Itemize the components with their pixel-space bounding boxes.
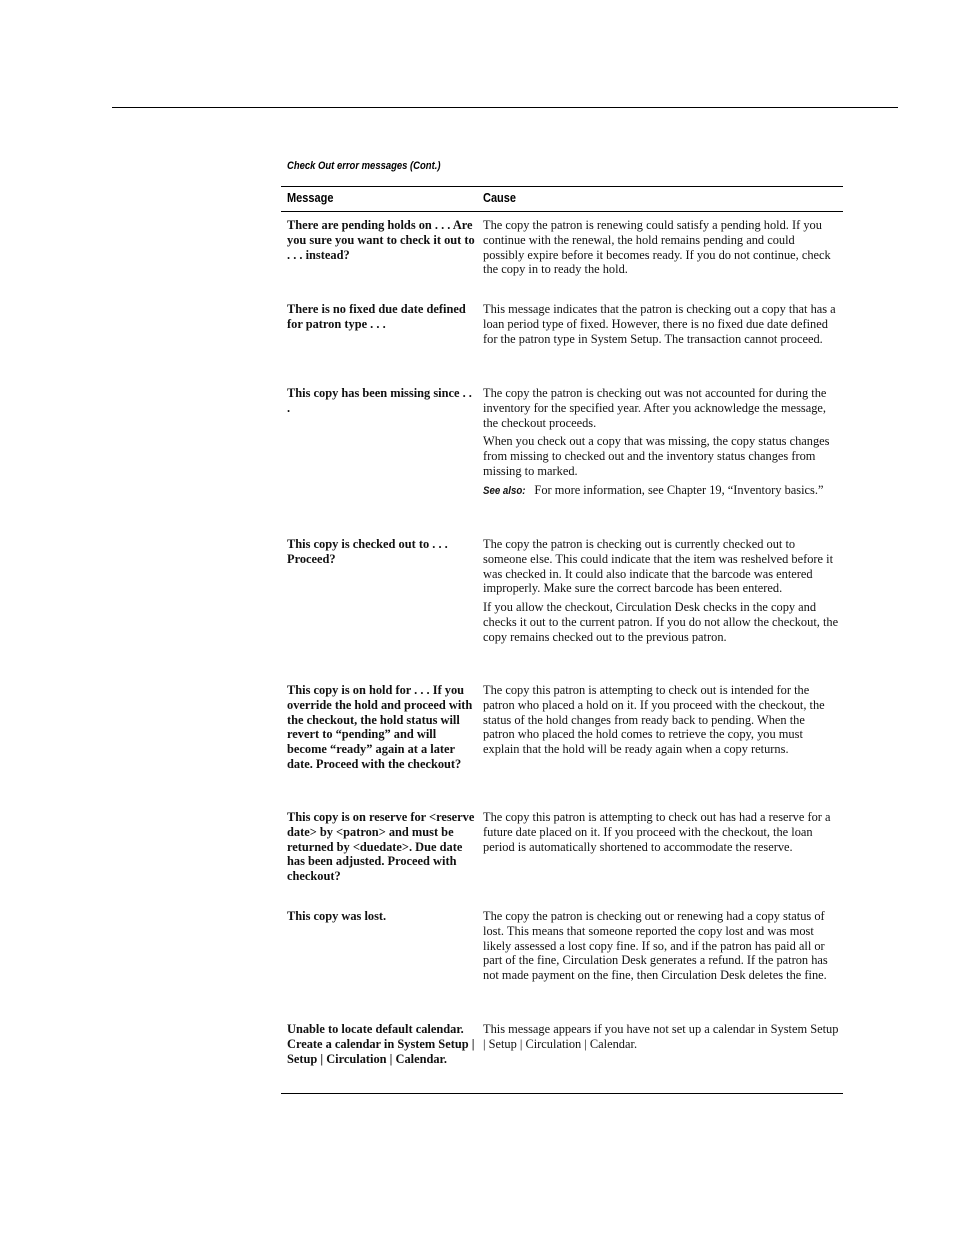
error-messages-table [281, 186, 843, 212]
cause-cell [483, 909, 839, 987]
message-cell: This copy is on reserve for <reserve date> by <patron> and must be returned by <duedate>. Due date has been adjusted. Proceed with checkout? [287, 810, 475, 884]
cause-paragraph: The copy the patron is checking out or renewing had a copy status of lost. This means that someone reported the copy lost and was most likely assessed a lost copy fine. If so, and if the patron has paid all or part of the fine, Circulation Desk generates a refund. If the patron has not made payment on the fine, then Circulation Desk deletes the fine. [483, 909, 828, 983]
cause-paragraph: This message indicates that the patron is checking out a copy that has a loan period type of fixed. However, there is no fixed due date defined for the patron type in System Setup. The transaction cannot proceed. [483, 302, 836, 346]
see-also-label: See also: [483, 484, 526, 497]
see-also-text: For more information, see Chapter 19, “Inventory basics.” [534, 482, 824, 497]
cause-paragraph: When you check out a copy that was missing, the copy status changes from missing to checked out and the inventory status changes from missing to marked. [483, 434, 830, 478]
table-header [281, 187, 843, 212]
message-cell: Unable to locate default calendar. Create a calendar in System Setup | Setup | Circulation | Calendar. [287, 1022, 475, 1066]
message-cell: This copy has been missing since . . . [287, 386, 472, 415]
cause-cell [483, 810, 839, 858]
header-rule [112, 107, 898, 108]
message-cell: There are pending holds on . . . Are you sure you want to check it out to . . . instead? [287, 218, 475, 262]
cause-cell [483, 218, 839, 281]
cause-cell [483, 683, 839, 761]
cause-paragraph: The copy the patron is checking out is currently checked out to someone else. This could indicate that the item was reshelved before it was checked in. It could also indicate that the barcode was entered improperly. Make sure the correct barcode has been entered. [483, 537, 834, 596]
message-cell: There is no fixed due date defined for patron type . . . [287, 302, 466, 331]
cause-cell [483, 537, 839, 649]
cause-cell [483, 386, 839, 503]
column-header-cause: Cause [483, 191, 517, 205]
see-also-note [483, 483, 839, 499]
cause-paragraph: If you allow the checkout, Circulation Desk checks in the copy and checks it out to the current patron. If you do not allow the checkout, the copy remains checked out to the previous patron. [483, 600, 839, 644]
column-header-message: Message [287, 191, 334, 205]
cause-cell [483, 302, 839, 350]
cause-paragraph: The copy this patron is attempting to check out is intended for the patron who placed a hold on it. If you proceed with the checkout, the status of the hold changes from ready back to pending. When the patron who placed the hold comes to retrieve the copy, you must explain that the hold will be ready again when a copy returns. [483, 683, 825, 757]
cause-paragraph: The copy the patron is renewing could satisfy a pending hold. If you continue with the renewal, the hold remains pending and could possibly expire before it becomes ready. If you do not continue, check the copy in to ready the hold. [483, 218, 831, 277]
cause-paragraph: The copy the patron is checking out was not accounted for during the inventory for the specified year. After you acknowledge the message, the checkout proceeds. [483, 386, 827, 430]
table-bottom-rule [281, 1093, 843, 1094]
message-cell: This copy is on hold for . . . If you override the hold and proceed with the checkout, the hold status will revert to “pending” and will become “ready” again at a later date. Proceed with the checkout? [287, 683, 473, 771]
cause-paragraph: The copy this patron is attempting to check out has had a reserve for a future date placed on it. If you proceed with the checkout, the loan period is automatically shortened to accommodate the reserve. [483, 810, 831, 854]
message-cell: This copy is checked out to . . . Proceed? [287, 537, 448, 566]
table-caption: Check Out error messages (Cont.) [287, 160, 441, 172]
cause-cell [483, 1022, 839, 1056]
cause-paragraph: This message appears if you have not set up a calendar in System Setup | Setup | Circulation | Calendar. [483, 1022, 839, 1051]
message-cell: This copy was lost. [287, 909, 387, 923]
